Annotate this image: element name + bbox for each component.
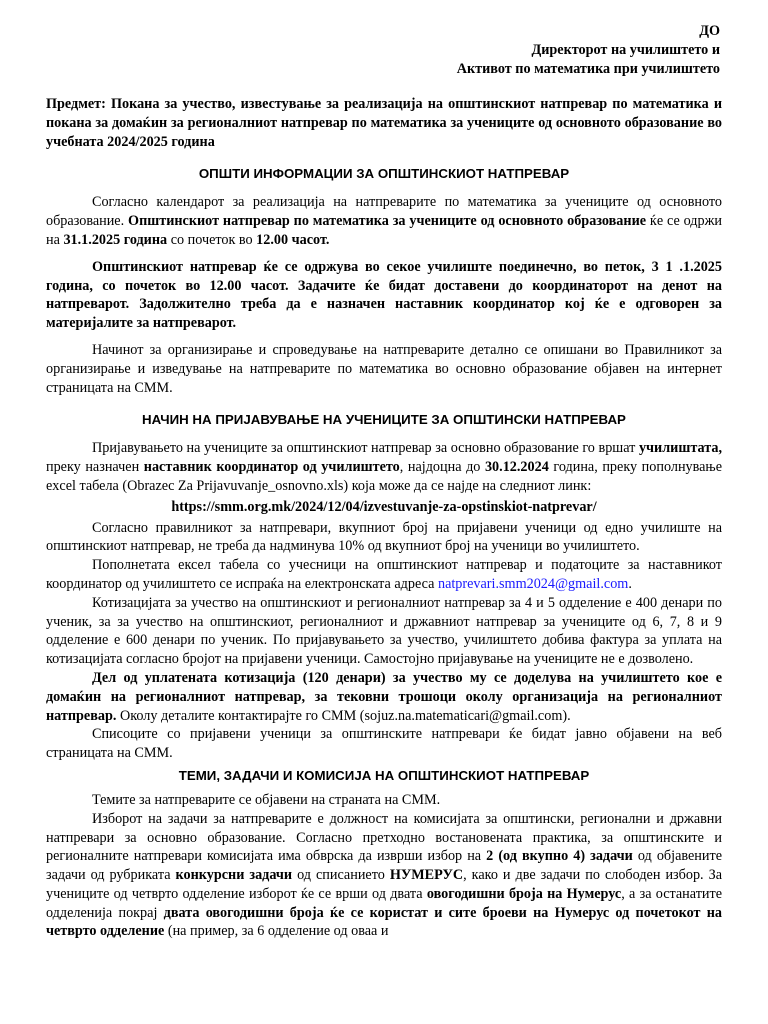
section-title-registration: НАЧИН НА ПРИЈАВУВАЊЕ НА УЧЕНИЦИТЕ ЗА ОПШТИНСКИ НАТПРЕВАР [142, 412, 626, 428]
paragraph-lists: Списоците со пријавени ученици за општинските натпревари ќе бидат јавно објавени на веб страницата на СММ. [46, 726, 722, 762]
text: Согласно календарот за реализација на натпреварите по математика за учениците од основното образование. [46, 194, 722, 230]
text-bold: 2 (од вкупно 4) задачи [486, 848, 633, 865]
deadline-date: 30.12.2024 [484, 459, 549, 476]
registration-link[interactable]: https://smm.org.mk/2024/12/04/izvestuvanje-za-opstinskiot-natprevar/ [171, 498, 597, 515]
text: . [628, 575, 632, 592]
text: (на пример, за 6 одделение од оваа и [164, 923, 389, 940]
section-title-general: ОПШТИ ИНФОРМАЦИИ ЗА ОПШТИНСКИОТ НАТПРЕВАР [198, 166, 570, 182]
text: година, преку пополнување excel табела (Obrazec Za Prijavuvanje_osnovno.xls) која може да се најде на следниот линк: [46, 459, 722, 494]
paragraph-registration [46, 439, 722, 495]
text-bold: двата овогодишни броја ќе се користат и сите броеви на Нумерус од почетокот на четврто одделение [46, 904, 722, 940]
text: од списанието [292, 867, 390, 884]
text: ќе се одржи на [46, 213, 723, 248]
text: Пополнетата ексел табела со учесници на општинскиот натпревар и податоците за наставникот координатор од училиштето се испраќа на електронската адреса [46, 557, 722, 592]
competition-time: 12.00 часот. [256, 231, 330, 248]
text-bold: конкурсни задачи [175, 867, 293, 884]
paragraph-fee: Котизацијата за учество на општинскиот и регионалниот натпревар за 4 и 5 одделение е 400 денари по ученик, за за учество на општинскиот, регионалниот и државниот натпревар за учениците од 6, 7, 8 и 9 одделение е 600 денари по ученик. По пријавувањето за учество, училиштето добива фактура за уплата на котизацијата согласно бројот на пријавени ученици. Самостојно пријавување на учениците не е дозволено. [46, 594, 722, 668]
paragraph-rules: Начинот за организирање и спроведување на натпреварите детално се опишани во Правилникот за организирање и изведување на натпреварите по математика во основно образование објавен на интернет страницата на СММ. [46, 341, 722, 396]
paragraph-schedule: Општинскиот натпревар ќе се одржува во секое училиште поединечно, во петок, 3 1 .1.2025 година, со почеток во 12.00 часот. Задачите ќе бидат доставени до координаторот на денот на натпреварот. Задолжително треба да е назначен наставник координатор кој ќе е одговорен за материјалите за натпреварот. [46, 258, 722, 332]
text-bold: училиштата, [638, 440, 722, 457]
text: Изборот на задачи за натпреварите е должност на комисијата за општински, регионални и државни натпревари за основно образование. Согласно претходно востановената практика, за општинските и регионалните натпревари комисијата има обврска да изврши избор на [46, 810, 722, 865]
subject-line: Предмет: Покана за учество, известување за реализација на општинскиот натпревар по математика и покана за домаќин за регионалниот натпревар по математика за учениците од основното образование во учебната 2024/2025 година [46, 96, 722, 150]
section-title-topics: ТЕМИ, ЗАДАЧИ И КОМИСИЈА НА ОПШТИНСКИОТ НАТПРЕВАР [178, 767, 590, 783]
text-bold: НУМЕРУС [389, 867, 464, 884]
text-bold: овогодишни броја на Нумерус [426, 885, 622, 902]
text: со почеток во [167, 231, 257, 248]
text: Пријавувањето на учениците за општинскиот натпревар за основно образование го вршат [92, 440, 639, 457]
text: од објавените задачи од рубриката [46, 848, 722, 884]
recipient-line-1: ДО [699, 23, 720, 39]
text: преку назначен [46, 459, 144, 476]
recipient-line-2: Директорот на училиштето и [531, 42, 720, 58]
text-bold: наставник координатор од училиштето [143, 459, 400, 476]
paragraph-limit: Согласно правилникот за натпревари, вкупниот број на пријавени ученици од едно училиште на општинскиот натпревар, не треба да надминува 10% од вкупниот број на ученици во училиштето. [46, 519, 722, 555]
email-link[interactable]: natprevari.smm2024@gmail.com [437, 575, 629, 592]
text: , како и две задачи по слободен избор. За учениците од четврто одделение изборот ќе се врши од двата [46, 867, 723, 902]
text: Околу деталите контактирајте го СММ (sojuz.na.matematicari@gmail.com). [116, 707, 571, 724]
competition-date: 31.1.2025 година [63, 231, 168, 248]
text-bold: Дел од уплатената котизација (120 денари) за учество му се доделува на училиштето кое е домаќин на регионалниот натпревар, за тековни трошоци околу организација на регионалниот натпревар. [46, 669, 722, 724]
paragraph-calendar [46, 193, 722, 249]
recipient-block [46, 22, 720, 79]
text: , најдоцна до [399, 459, 485, 476]
paragraph-fee-share [46, 669, 722, 725]
paragraph-email [46, 556, 722, 594]
text: , а за останатите одделенија покрај [46, 885, 722, 921]
paragraph-problem-selection [46, 810, 722, 942]
paragraph-topics: Темите за натпреварите се објавени на страната на СММ. [92, 791, 441, 808]
recipient-line-3: Активот по математика при училиштето [456, 61, 720, 77]
text-bold: Општинскиот натпревар по математика за учениците од основното образование [128, 213, 647, 230]
